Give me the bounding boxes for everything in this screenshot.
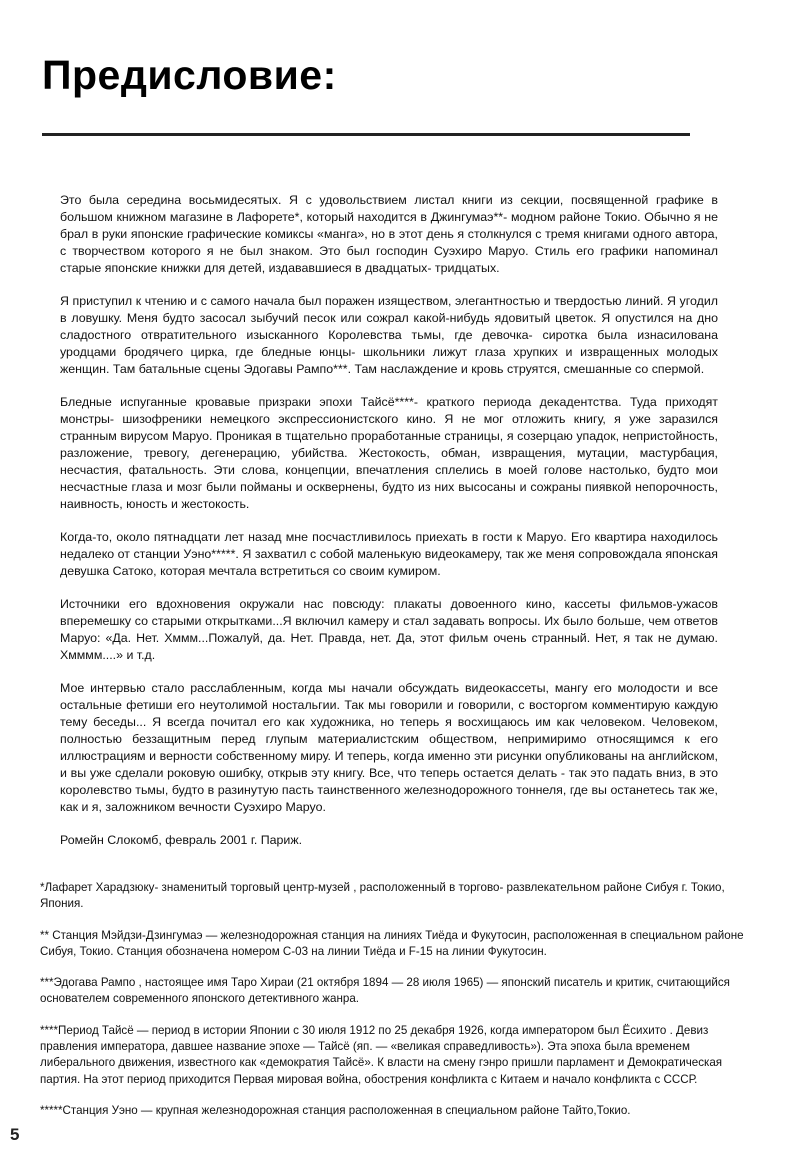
preface-paragraph-2: Я приступил к чтению и с самого начала был поражен изяществом, элегантностью и твердостью линий. Я угодил в ловушку. Меня будто засосал зыбучий песок или сожрал какой-нибудь ядовитый цветок. Я опустился на дно сладостного отвратительного изысканного Королевства тьмы, где девочка- сиротка была изнасилована уродцами бродячего цирка, где бледные юнцы- школьники лижут глаза хрупких и извращенных молодых женщин. Там батальные сцены Эдогавы Рампо***. Там наслаждение и кровь струятся, смешанные со спермой. (60, 294, 718, 376)
preface-paragraph-1: Это была середина восьмидесятых. Я с удовольствием листал книги из секции, посвященной графике в большом книжном магазине в Лафорете*, который находится в Джингумаэ**- модном районе Токио. Обычно я не брал в руки японские графические комиксы «манга», но в этот день я столкнулся с тремя книгами одного автора, с творчеством которого я не был знаком. Это был господин Суэхиро Маруо. Стиль его графики напоминал старые японские книжки для детей, издававшиеся в двадцатых- тридцатых. (60, 193, 718, 275)
footnote-4: ****Период Тайсё — период в истории Японии с 30 июля 1912 по 25 декабря 1926, когда императором был Ёсихито . Девиз правления императора, давшее название эпохе — Тайсё (яп. — «великая справедливость»). Эта эпоха была временем либерального движения, известного как «демократия Тайсё». К власти на смену гэнро пришли парламент и Демократическая партия. На этот период приходится Первая мировая война, обострения конфликта с Китаем и начало конфликта с СССР. (40, 1023, 723, 1086)
footnote-2: ** Станция Мэйдзи-Дзингумаэ — железнодорожная станция на линиях Тиёда и Фукутосин, расположенная в специальном районе Сибуя, Токио. Станция обозначена номером C-03 на линии Тиёда и F-15 на линии Фукутосин. (40, 928, 744, 958)
preface-body (60, 192, 718, 865)
footnote-1: *Лафарет Харадзюку- знаменитый торговый центр-музей , расположенный в торгово- развлекательном районе Сибуя г. Токио, Япония. (40, 881, 725, 911)
author-signature: Ромейн Слокомб, февраль 2001 г. Париж. (60, 833, 303, 847)
footnote-5: *****Станция Уэно — крупная железнодорожная станция расположенная в специальном районе Тайто,Токио. (40, 1103, 631, 1117)
title-divider (42, 133, 690, 136)
preface-paragraph-6: Мое интервью стало расслабленным, когда мы начали обсуждать видеокассеты, мангу его молодости и все остальные фетиши его неутолимой ностальгии. Так мы говорили и говорили, с восторгом комментирую каждую тему беседы... Я всегда почитал его как художника, но теперь я восхищаюсь им как человеком. Человеком, полностью беззащитным перед глупым материалистским обществом, непримиримо относящимся к его иллюстрациям и верности собственному миру. И теперь, когда именно эти рисунки опубликованы на английском, и вы уже сделали роковую ошибку, открыв эту книгу. Все, что теперь остается делать - так это падать вниз, в это королевство тьмы, будто в разинутую пасть таинственного железнодорожного тоннеля, где вы останетесь так же, как и я, заложником вечности Суэхиро Маруо. (60, 681, 718, 814)
footnotes (40, 880, 750, 1134)
page-title: Предисловие: (42, 52, 337, 98)
preface-paragraph-3: Бледные испуганные кровавые призраки эпохи Тайсё****- краткого периода декадентства. Туда приходят монстры- шизофреники немецкого экспрессионистского кино. Я не мог отложить книгу, я уже заразился странным вирусом Маруо. Проникая в тщательно проработанные страницы, я созерцаю упадок, непристойность, разложение, тревогу, дегенерацию, убийства. Жестокость, обман, извращения, мутации, мастурбация, несчастия, фатальность. Эти слова, концепции, впечатления сплелись в моей голове настолько, будто мои несчастные глаза и мозг были пойманы и осквернены, будто из них высосаны и сожраны пиявкой непорочность, наивность, юность и жестокость. (60, 395, 718, 511)
footnote-3: ***Эдогава Рампо , настоящее имя Таро Хираи (21 октября 1894 — 28 июля 1965) — японский писатель и критик, считающийся основателем современного японского детективного жанра. (40, 976, 730, 1006)
preface-paragraph-5: Источники его вдохновения окружали нас повсюду: плакаты довоенного кино, кассеты фильмов-ужасов вперемешку со старыми открытками...Я включил камеру и стал задавать вопросы. Их было больше, чем ответов Маруо: «Да. Нет. Хммм...Пожалуй, да. Нет. Правда, нет. Да, этот фильм очень странный. Нет, я так не думаю. Хмммм....» и т.д. (60, 597, 718, 662)
preface-paragraph-4: Когда-то, около пятнадцати лет назад мне посчастливилось приехать в гости к Маруо. Его квартира находилось недалеко от станции Уэно*****. Я захватил с собой маленькую видеокамеру, так же меня сопровождала японская девушка Сатоко, которая мечтала встретиться со своим кумиром. (60, 529, 718, 578)
page-number: 5 (10, 1125, 20, 1144)
